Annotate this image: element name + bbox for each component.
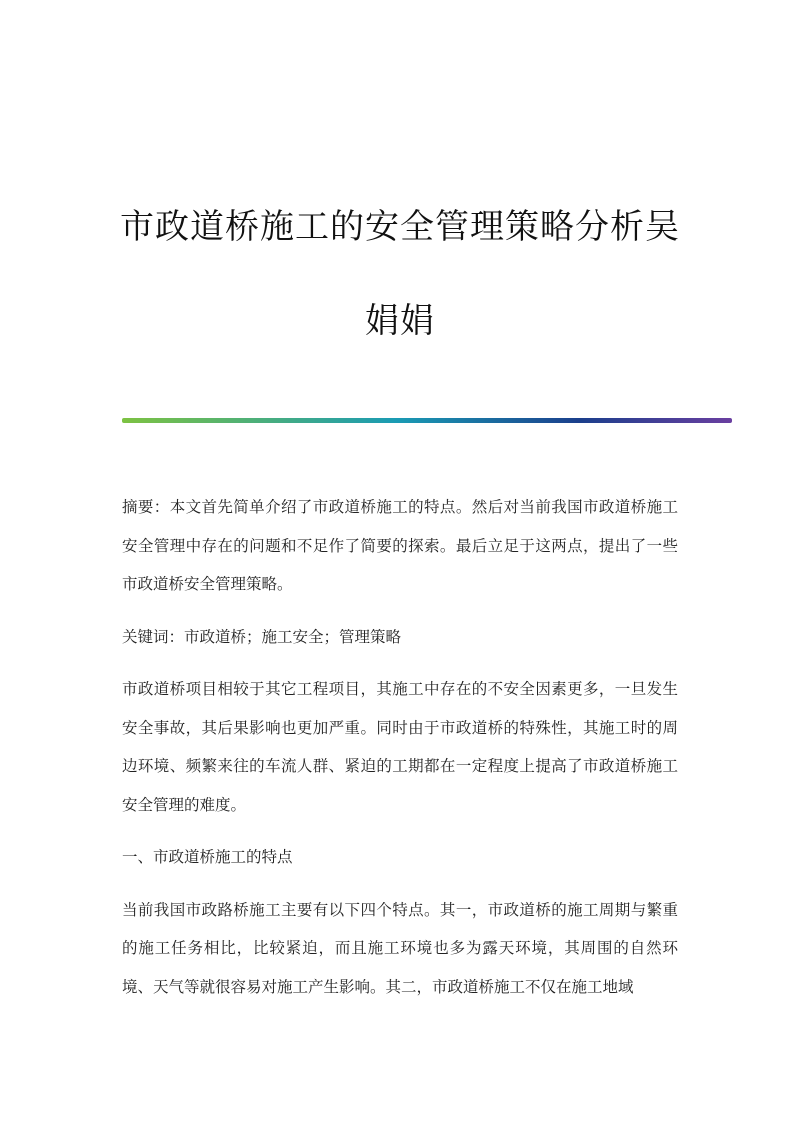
section-paragraph: 当前我国市政路桥施工主要有以下四个特点。其一，市政道桥的施工周期与繁重的施工任务相比，比较紧迫，而且施工环境也多为露天环境，其周围的自然环境、天气等就很容易对施工产生影响。其二，市政道桥施工不仅在施工地域 bbox=[122, 900, 678, 996]
abstract-paragraph: 摘要：本文首先简单介绍了市政道桥施工的特点。然后对当前我国市政道桥施工安全管理中存在的问题和不足作了简要的探索。最后立足于这两点，提出了一些市政道桥安全管理策略。 bbox=[122, 498, 678, 593]
title-divider bbox=[122, 418, 732, 423]
document-body bbox=[122, 488, 678, 1020]
intro-paragraph: 市政道桥项目相较于其它工程项目，其施工中存在的不安全因素更多，一旦发生安全事故，其后果影响也更加严重。同时由于市政道桥的特殊性，其施工时的周边环境、频繁来往的车流人群、紧迫的工期都在一定程度上提高了市政道桥施工安全管理的难度。 bbox=[122, 680, 678, 814]
document-title: 市政道桥施工的安全管理策略分析吴娟娟 bbox=[120, 207, 680, 341]
section-heading: 一、市政道桥施工的特点 bbox=[122, 848, 293, 866]
keywords-paragraph: 关键词：市政道桥；施工安全；管理策略 bbox=[122, 627, 402, 646]
